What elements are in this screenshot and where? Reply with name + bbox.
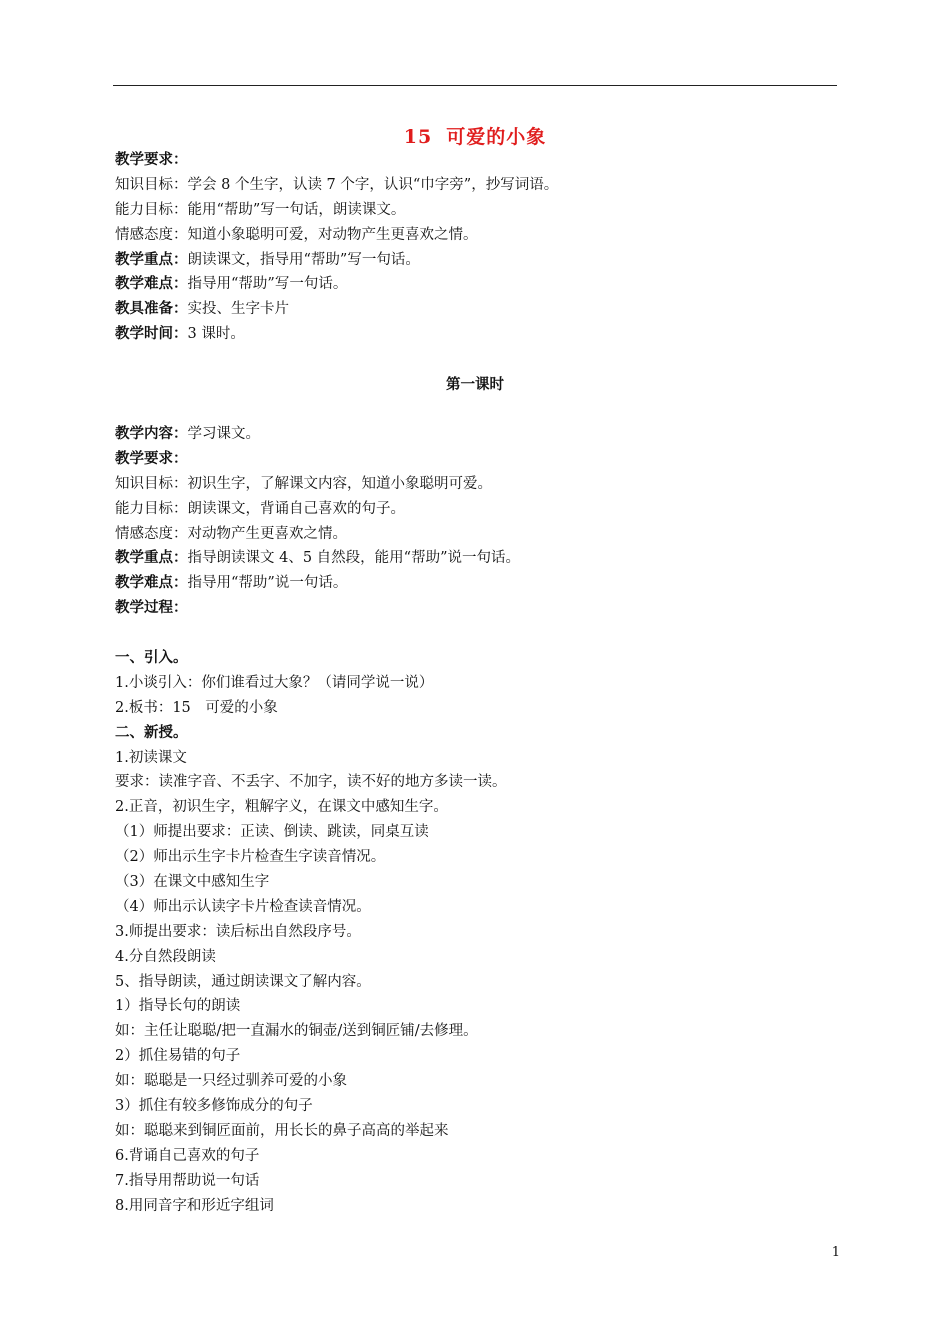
line-text: （1）师提出要求：正读、倒读、跳读，同桌互读 [115,824,429,841]
line-text: 能力目标：能用“帮助”写一句话，朗读课文。 [115,201,406,218]
line-text: 6.背诵自己喜欢的句子 [115,1147,260,1164]
text-line [115,696,835,721]
line-text: 4.分自然段朗读 [115,948,216,965]
header-rule [113,85,837,86]
text-line [115,322,835,347]
text-line [115,546,835,571]
line-text: 3）抓住有较多修饰成分的句子 [115,1098,313,1115]
text-line [115,994,835,1019]
line-label: 教学时间： [115,325,188,343]
line-text: 2.板书：15 可爱的小象 [115,699,278,716]
lesson-number: 15 [403,126,433,148]
line-text: 朗读课文，指导用“帮助”写一句话。 [187,251,420,268]
text-line [115,895,835,920]
line-label: 教学难点： [115,574,188,592]
lesson-title: 可爱的小象 [446,126,547,148]
line-label: 教学重点： [115,250,188,268]
line-text: 情感态度：对动物产生更喜欢之情。 [115,525,347,542]
line-text: 情感态度：知道小象聪明可爱，对动物产生更喜欢之情。 [115,226,478,243]
lesson-heading-block [115,373,835,398]
text-line [115,1169,835,1194]
line-text: 5、指导朗读，通过朗读课文了解内容。 [115,973,371,990]
text-line [115,920,835,945]
text-line [115,746,835,771]
text-line [115,148,835,173]
text-line [115,173,835,198]
text-line [115,248,835,273]
line-text: 指导朗读课文 4、5 自然段，能用“帮助”说一句话。 [187,550,520,567]
text-line [115,497,835,522]
text-line [115,1094,835,1119]
intro-section [115,148,835,347]
text-line [115,1119,835,1144]
line-label: 教具准备： [115,300,188,318]
line-text: 如：聪聪来到铜匠面前，用长长的鼻子高高的举起来 [115,1122,449,1139]
line-label: 教学内容： [115,425,188,442]
lesson-heading: 第一课时 [446,376,504,393]
line-label: 教学过程： [115,599,188,617]
line-text: 要求：读准字音、不丢字、不加字，读不好的地方多读一读。 [115,774,507,791]
page-number: 1 [831,1245,840,1260]
text-line [115,970,835,995]
line-text: （3）在课文中感知生字 [115,874,270,891]
text-line [115,447,835,472]
line-text: （2）师出示生字卡片检查生字读音情况。 [115,849,386,866]
line-text: 7.指导用帮助说一句话 [115,1172,260,1189]
line-text: 2.正音，初识生字，粗解字义，在课文中感知生字。 [115,799,448,816]
text-line [115,571,835,596]
text-line [115,845,835,870]
line-text: 知识目标：学会 8 个生字，认读 7 个字，认识“巾字旁”，抄写词语。 [115,176,559,193]
line-text: 3 课时。 [187,326,245,343]
text-line [115,198,835,223]
line-label: 教学要求： [115,151,188,168]
line-text: 2）抓住易错的句子 [115,1048,241,1065]
text-line [115,870,835,895]
text-line [115,1069,835,1094]
line-label: 一、引入。 [115,649,188,666]
line-text: 1）指导长句的朗读 [115,998,241,1015]
text-line [115,522,835,547]
text-line [115,671,835,696]
line-text: （4）师出示认读字卡片检查读音情况。 [115,898,371,915]
text-line [115,820,835,845]
text-line [115,945,835,970]
line-text: 知识目标：初识生字，了解课文内容，知道小象聪明可爱。 [115,475,492,492]
process-section [115,646,835,1218]
text-line [115,596,835,621]
text-line [115,646,835,671]
text-line [115,223,835,248]
line-text: 1.小谈引入：你们谁看过大象？（请同学说一说） [115,674,434,691]
line-text: 指导用“帮助”写一句话。 [187,276,348,293]
text-line [115,1019,835,1044]
line-text: 8.用同音字和形近字组词 [115,1197,274,1214]
lesson-section [115,422,835,621]
line-text: 指导用“帮助”说一句话。 [187,575,348,592]
text-line [115,795,835,820]
text-line [115,1144,835,1169]
line-text: 如：主任让聪聪/把一直漏水的铜壶/送到铜匠铺/去修理。 [115,1023,478,1040]
text-line [115,422,835,447]
text-line [115,770,835,795]
line-text: 如：聪聪是一只经过驯养可爱的小象 [115,1073,347,1090]
line-text: 3.师提出要求：读后标出自然段序号。 [115,923,361,940]
text-line [115,472,835,497]
line-label: 教学要求： [115,449,188,467]
text-line [115,721,835,746]
text-line [115,297,835,322]
line-label: 教学难点： [115,275,188,293]
line-label: 二、新授。 [115,723,188,741]
text-line [115,1194,835,1219]
line-text: 1.初读课文 [115,749,187,766]
line-label: 教学重点： [115,549,188,567]
text-line [115,272,835,297]
text-line [115,1044,835,1069]
line-text: 学习课文。 [187,426,260,442]
line-text: 能力目标：朗读课文，背诵自己喜欢的句子。 [115,500,405,517]
line-text: 实投、生字卡片 [187,301,289,318]
